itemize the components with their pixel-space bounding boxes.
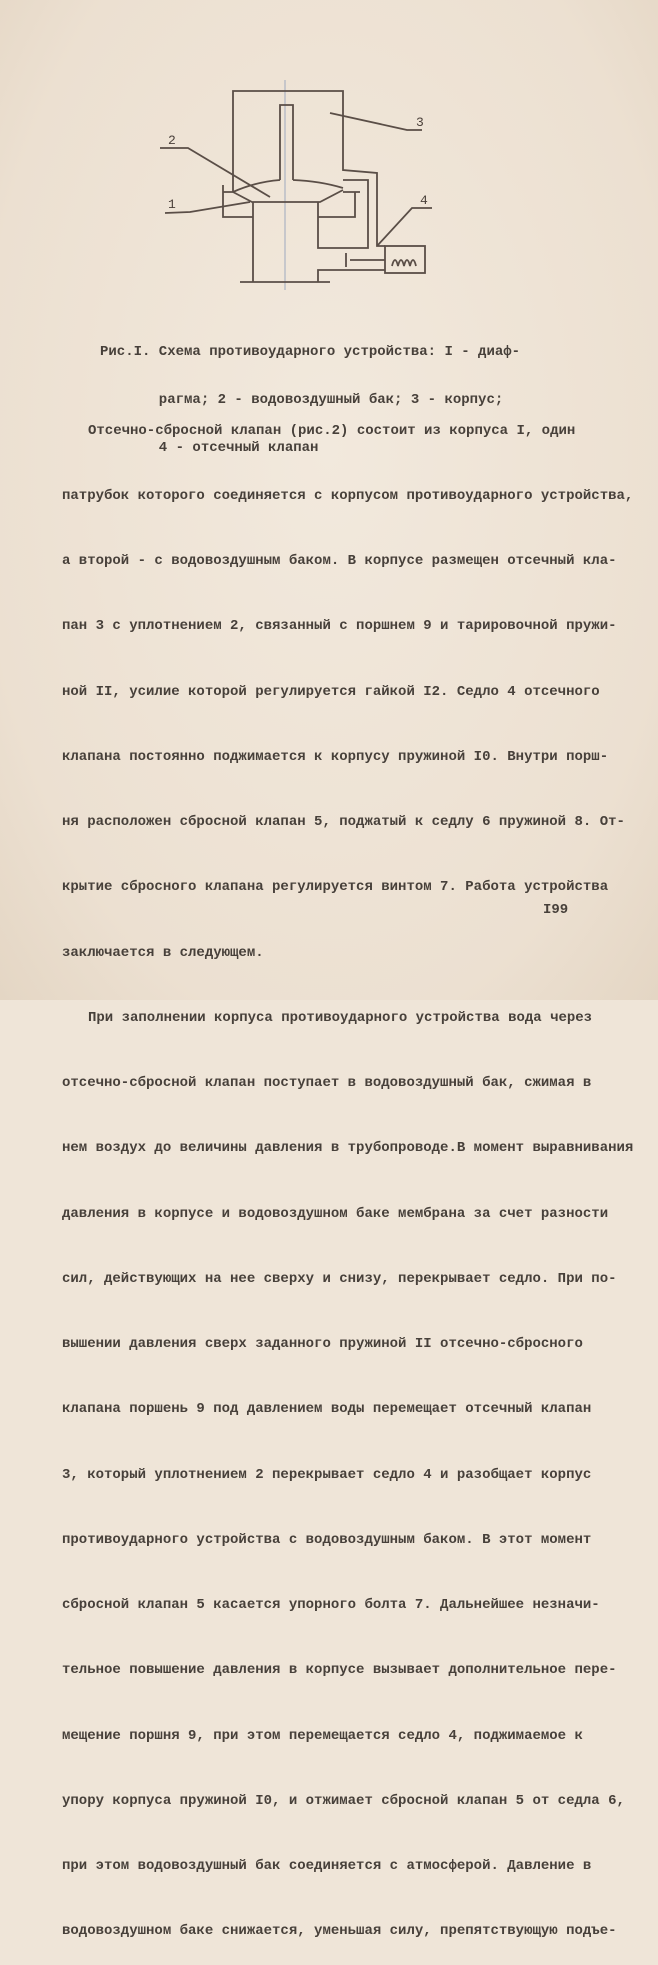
- caption-line: Рис.I. Схема противоударного устройства: I - диаф-: [100, 344, 521, 360]
- leader-4: [377, 208, 432, 246]
- leader-2: [160, 148, 270, 197]
- stem: [280, 105, 293, 180]
- text-line: противоударного устройства с водовоздушным баком. В этот момент: [62, 1531, 592, 1548]
- text-line: мещение поршня 9, при этом перемещается седло 4, поджимаемое к: [62, 1727, 583, 1744]
- text-line: при этом водовоздушный бак соединяется с атмосферой. Давление в: [62, 1858, 592, 1874]
- text-line: тельное повышение давления в корпусе вызывает дополнительное пере-: [62, 1662, 617, 1679]
- right-flange: [318, 192, 360, 217]
- text-line: При заполнении корпуса противоударного устройства вода через: [88, 1009, 593, 1026]
- label-1: 1: [168, 197, 176, 212]
- text-line: ня расположен сбросной клапан 5, поджатый к седлу 6 пружиной 8. От-: [62, 814, 625, 830]
- text-line: пан 3 с уплотнением 2, связанный с поршнем 9 и тарировочной пружи-: [62, 618, 617, 635]
- text-line: вышении давления сверх заданного пружиной II отсечно-сбросного: [62, 1336, 583, 1352]
- label-3: 3: [416, 115, 424, 130]
- text-line: упору корпуса пружиной I0, и отжимает сбросной клапан 5 от седла 6,: [62, 1792, 625, 1809]
- caption-line: рагма; 2 - водовоздушный бак; 3 - корпус;: [100, 392, 504, 408]
- text-line: клапана поршень 9 под давлением воды перемещает отсечный клапан: [62, 1401, 592, 1418]
- cutoff-valve-body: [385, 246, 425, 273]
- pipe-body: [253, 180, 368, 282]
- spring-icon: [392, 260, 416, 266]
- text-line: сбросной клапан 5 касается упорного болта 7. Дальнейшее незначи-: [62, 1597, 600, 1613]
- anti-shock-device-diagram: [150, 80, 450, 290]
- housing-outline: [233, 91, 385, 246]
- leader-1: [165, 202, 250, 213]
- caption-line: 4 - отсечный клапан: [100, 440, 319, 456]
- label-4: 4: [420, 193, 428, 208]
- text-line: заключается в следующем.: [62, 944, 264, 961]
- text-line: Отсечно-сбросной клапан (рис.2) состоит из корпуса I, один: [88, 422, 576, 439]
- text-line: сил, действующих на нее сверху и снизу, перекрывает седло. При по-: [62, 1270, 617, 1287]
- text-line: клапана постоянно поджимается к корпусу пружиной I0. Внутри порш-: [62, 748, 609, 765]
- text-line: нем воздух до величины давления в трубопроводе.В момент выравнивания: [62, 1140, 634, 1157]
- text-line: крытие сбросного клапана регулируется винтом 7. Работа устройства: [62, 879, 609, 896]
- text-line: 3, который уплотнением 2 перекрывает седло 4 и разобщает корпус: [62, 1466, 592, 1483]
- diaphragm-upper: [233, 180, 343, 192]
- body-text: [62, 377, 633, 1965]
- page-number: I99: [543, 902, 569, 918]
- text-line: ной II, усилие которой регулируется гайкой I2. Седло 4 отсечного: [62, 683, 600, 700]
- text-line: отсечно-сбросной клапан поступает в водовоздушный бак, сжимая в: [62, 1075, 592, 1091]
- diaphragm-lower: [233, 190, 343, 202]
- text-line: давления в корпусе и водовоздушном баке мембрана за счет разности: [62, 1205, 609, 1222]
- text-line: а второй - с водовоздушным баком. В корпусе размещен отсечный кла-: [62, 553, 617, 569]
- outlet-pipe: [318, 253, 385, 282]
- label-2: 2: [168, 133, 176, 148]
- text-line: водовоздушном баке снижается, уменьшая силу, препятствующую подъе-: [62, 1923, 617, 1940]
- text-line: патрубок которого соединяется с корпусом противоударного устройства,: [62, 487, 634, 504]
